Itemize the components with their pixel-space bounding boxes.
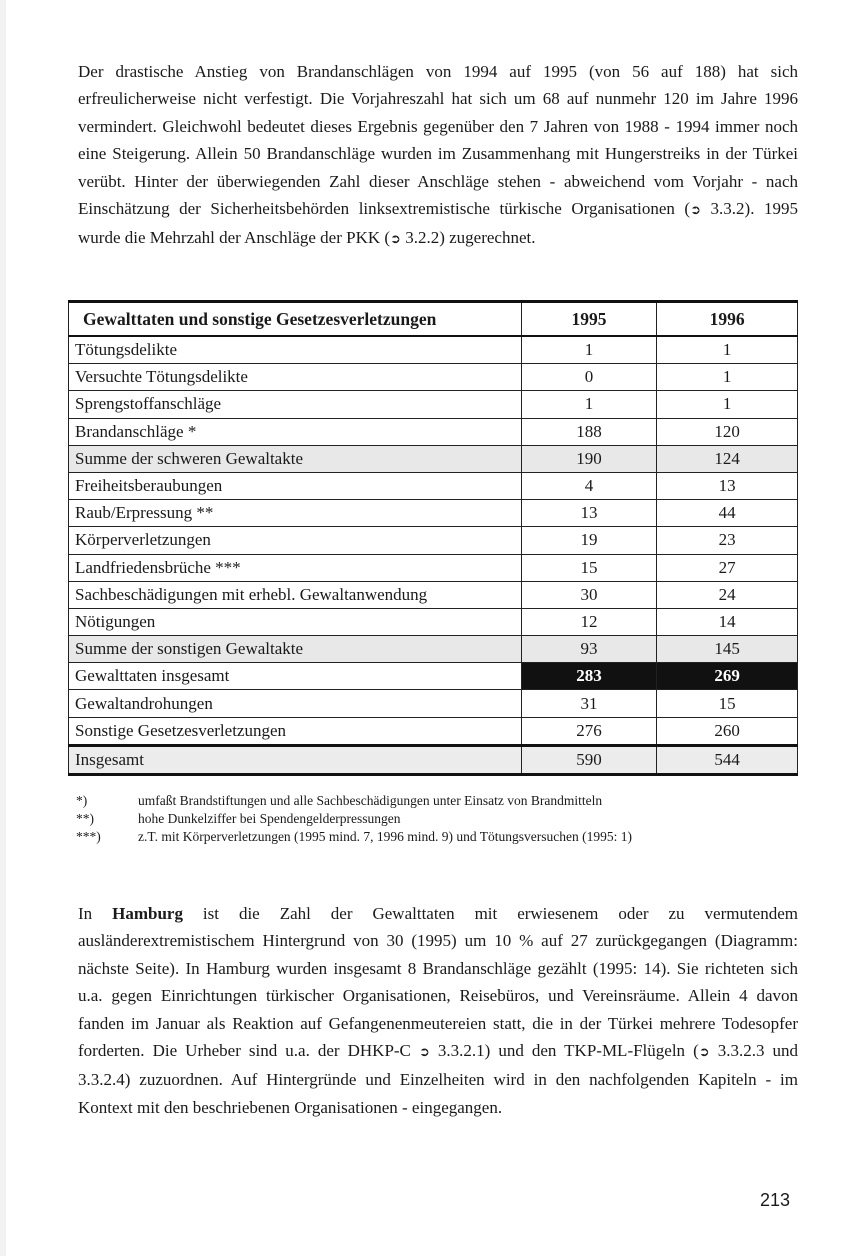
row-label: Landfriedensbrüche ***: [69, 554, 522, 581]
page-edge-shadow: [0, 0, 6, 1256]
hamburg-paragraph: [78, 900, 798, 1121]
para2-text-1: ist die Zahl der Gewalttaten mit erwiesenem oder zu vermutendem ausländerextremistischem Hintergrund von 30 (1995) um 10 % auf 27 zurückgegangen (Diagramm: nächste Seite). In Hamburg wurden insgesamt 8 Brandanschläge gezählt (1995: 14). Sie richteten sich u.a. gegen Einrichtungen türkischer Organisationen, Reisebüros, und Vereinsräume. Allein 4 davon fanden im Januar als Reaktion auf Gefangenenmeutereien statt, die in der Türkei mehrere Todesopfer forderten. Die Urheber sind u.a. der DHKP-C: [78, 904, 798, 1061]
value-1996: 15: [657, 690, 798, 717]
value-1996: 27: [657, 554, 798, 581]
row-label: Gewalttaten insgesamt: [69, 663, 522, 690]
value-1995: 31: [521, 690, 657, 717]
table-row: [69, 472, 798, 499]
value-1995: 30: [521, 581, 657, 608]
footnote: [76, 828, 806, 846]
value-1995: 93: [521, 636, 657, 663]
cross-reference-arrow-icon: ➲: [690, 203, 701, 219]
table-header-label: Gewalttaten und sonstige Gesetzesverletzungen: [69, 302, 522, 337]
value-1996: 260: [657, 717, 798, 745]
value-1995: 0: [521, 364, 657, 391]
table-row: [69, 391, 798, 418]
footnote: [76, 792, 806, 810]
para2-text-2: 3.3.2.1) und den TKP-ML-Flügeln (: [429, 1041, 699, 1061]
table-row: [69, 717, 798, 745]
value-1995: 12: [521, 608, 657, 635]
value-1996: 544: [657, 745, 798, 774]
para2-bold-hamburg: Hamburg: [112, 904, 183, 923]
row-label: Freiheitsberaubungen: [69, 472, 522, 499]
value-1996: 13: [657, 472, 798, 499]
table-row: [69, 500, 798, 527]
value-1995: 19: [521, 527, 657, 554]
row-label: Sonstige Gesetzesverletzungen: [69, 717, 522, 745]
row-label: Brandanschläge *: [69, 418, 522, 445]
value-1995: 276: [521, 717, 657, 745]
para1-text-3: 3.2.2) zugerechnet.: [400, 228, 536, 248]
table-row: [69, 608, 798, 635]
row-label: Tötungsdelikte: [69, 336, 522, 364]
value-1996: 14: [657, 608, 798, 635]
row-label: Sachbeschädigungen mit erhebl. Gewaltanwendung: [69, 581, 522, 608]
violence-statistics-table: [68, 300, 798, 776]
table-row: [69, 418, 798, 445]
para2-text-3: 3.3.2.3 und 3.3.2.4) zuzuordnen. Auf Hintergründe und Einzelheiten wird in den nachfolgenden Kapiteln - im Kontext mit den beschriebenen Organisationen - eingegangen.: [78, 1041, 799, 1117]
value-1995: 1: [521, 336, 657, 364]
footnotes: [76, 792, 806, 846]
value-1996: 24: [657, 581, 798, 608]
value-1995: 15: [521, 554, 657, 581]
value-1996: 1: [657, 391, 798, 418]
row-label: Nötigungen: [69, 608, 522, 635]
value-1995: 190: [521, 445, 657, 472]
para1-text-2: 3.3.2). 1995 wurde die Mehrzahl der Anschläge der PKK (: [78, 199, 798, 248]
footnote-text: hohe Dunkelziffer bei Spendengelderpressungen: [138, 811, 401, 826]
row-label: Körperverletzungen: [69, 527, 522, 554]
value-1996: 1: [657, 364, 798, 391]
table-row: [69, 690, 798, 717]
footnote-mark: ***): [76, 829, 101, 844]
intro-paragraph: [78, 58, 798, 254]
value-1995: 1: [521, 391, 657, 418]
table-row: [69, 663, 798, 690]
value-1995: 13: [521, 500, 657, 527]
value-1995: 283: [521, 663, 657, 690]
row-label: Insgesamt: [69, 745, 522, 774]
cross-reference-arrow-icon: ➲: [390, 232, 401, 248]
footnote-text: z.T. mit Körperverletzungen (1995 mind. 7, 1996 mind. 9) und Tötungsversuchen (1995: 1): [138, 829, 633, 844]
para2-text-0: In: [78, 904, 113, 923]
value-1995: 188: [521, 418, 657, 445]
table-header-row: [69, 302, 798, 337]
table-header-1995: 1995: [521, 302, 657, 337]
table-row: [69, 364, 798, 391]
row-label: Gewaltandrohungen: [69, 690, 522, 717]
table-row: [69, 581, 798, 608]
page-number: 213: [760, 1190, 791, 1210]
table-row: [69, 636, 798, 663]
value-1996: 1: [657, 336, 798, 364]
value-1996: 23: [657, 527, 798, 554]
row-label: Sprengstoffanschläge: [69, 391, 522, 418]
cross-reference-arrow-icon: ➲: [418, 1045, 430, 1061]
value-1996: 124: [657, 445, 798, 472]
value-1996: 120: [657, 418, 798, 445]
table-row: [69, 527, 798, 554]
table-row: [69, 336, 798, 364]
row-label: Summe der sonstigen Gewaltakte: [69, 636, 522, 663]
value-1995: 590: [521, 745, 657, 774]
footnote-mark: *): [76, 793, 88, 808]
row-label: Raub/Erpressung **: [69, 500, 522, 527]
footnote-mark: **): [76, 811, 94, 826]
table-row: [69, 445, 798, 472]
cross-reference-arrow-icon: ➲: [698, 1045, 710, 1061]
footnote: [76, 810, 806, 828]
value-1995: 4: [521, 472, 657, 499]
value-1996: 269: [657, 663, 798, 690]
value-1996: 44: [657, 500, 798, 527]
table-row: [69, 745, 798, 774]
value-1996: 145: [657, 636, 798, 663]
row-label: Summe der schweren Gewaltakte: [69, 445, 522, 472]
para1-text-1: Der drastische Anstieg von Brandanschlägen von 1994 auf 1995 (von 56 auf 188) hat sich erfreulicherweise nicht verfestigt. Die Vorjahreszahl hat sich um 68 auf nunmehr 120 im Jahre 1996 vermindert. Gleichwohl bedeutet dieses Ergebnis gegenüber den 7 Jahren von 1988 - 1994 immer noch eine Steigerung. Allein 50 Brandanschläge wurden im Zusammenhang mit Hungerstreiks in der Türkei verübt. Hinter der überwiegenden Zahl dieser Anschläge stehen - abweichend vom Vorjahr - nach Einschätzung der Sicherheitsbehörden linksextremistische türkische Organisationen (: [78, 62, 798, 219]
row-label: Versuchte Tötungsdelikte: [69, 364, 522, 391]
footnote-text: umfaßt Brandstiftungen und alle Sachbeschädigungen unter Einsatz von Brandmitteln: [138, 793, 603, 808]
table-row: [69, 554, 798, 581]
table-header-1996: 1996: [657, 302, 798, 337]
